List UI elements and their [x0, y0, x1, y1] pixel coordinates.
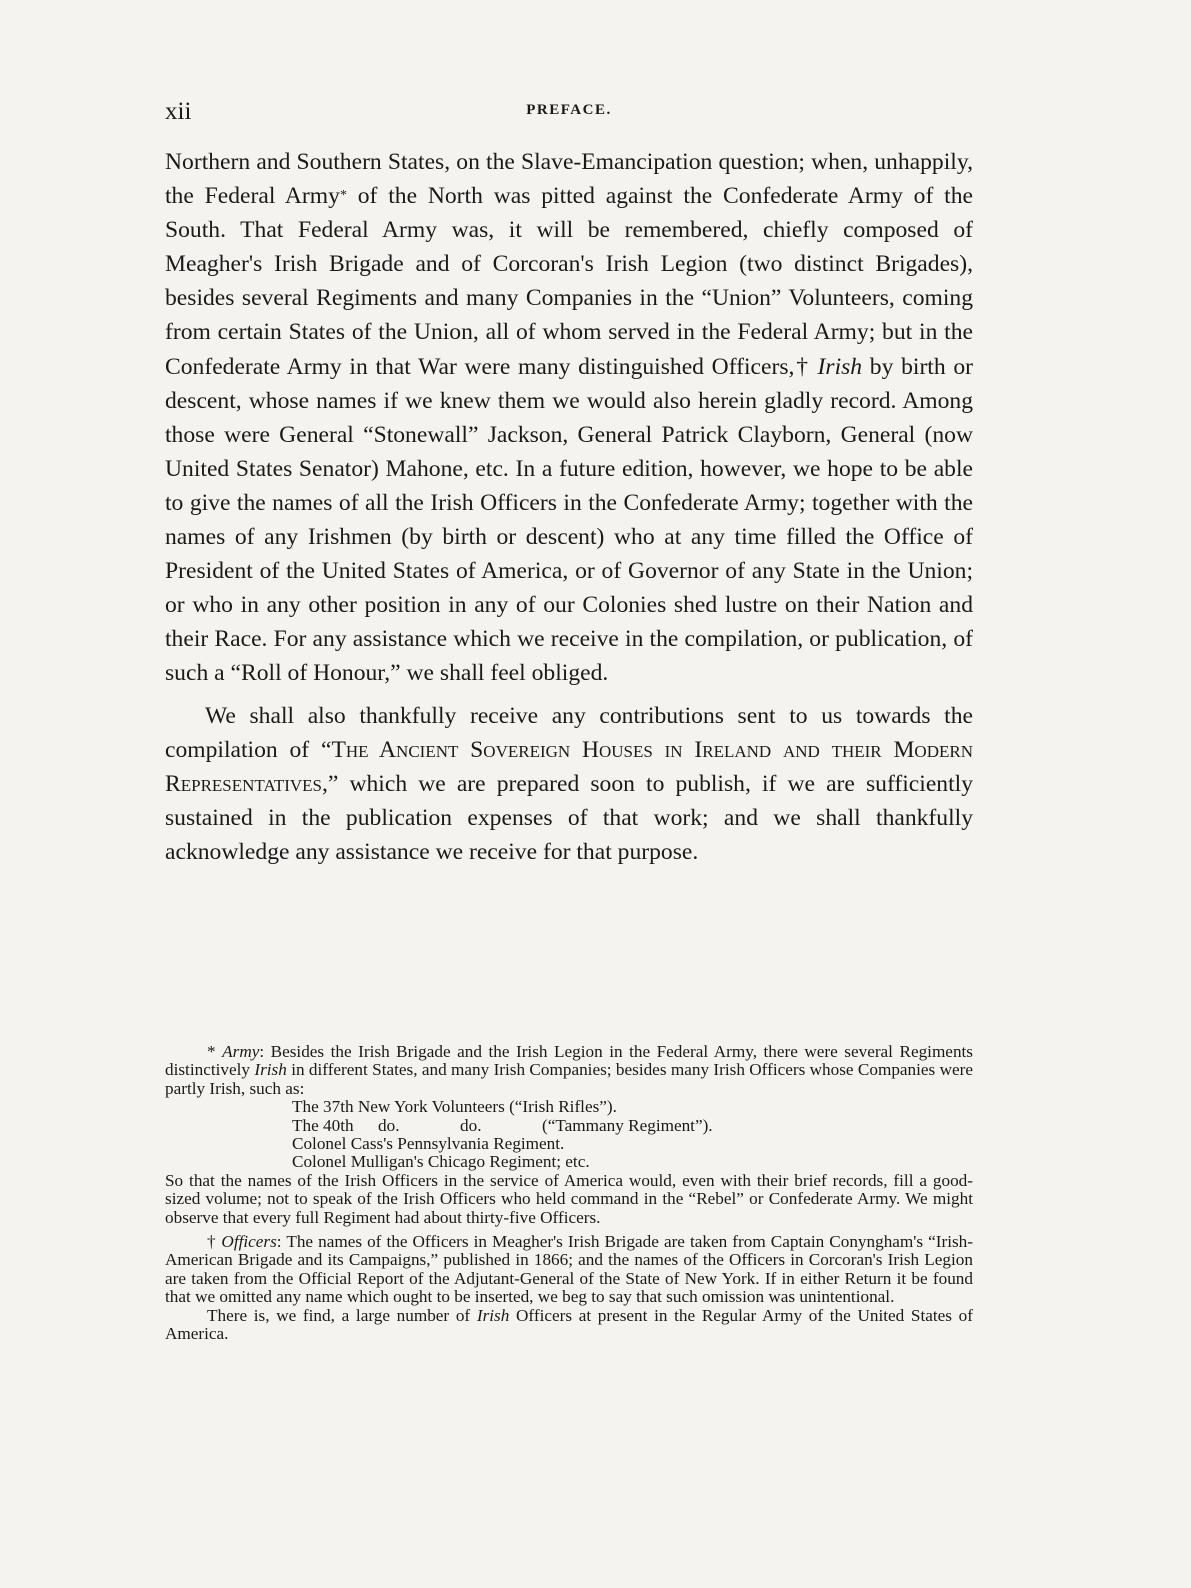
footnote-regular-army: There is, we find, a large number of Irish Officers at present in the Regular Army of the United States of America.: [165, 1305, 973, 1344]
body-paragraph: We shall also thankfully receive any contributions sent to us towards the compilation of “The Ancient Sovereign Houses in Ireland and their Modern Representatives,” which we are prepared soon to publish, if we are sufficiently sustained in the publication expenses of that work; and we shall thankfully acknowledge any assistance we receive for that purpose.: [165, 702, 973, 865]
body-paragraph: Northern and Southern States, on the Slave-Emancipation question; when, unhappily, the Federal Army* of the North was pitted against the Confederate Army of the South. That Federal Army was, it will be remembered, chiefly composed of Meagher's Irish Brigade and of Corcoran's Irish Legion (two distinct Brigades), besides several Regiments and many Companies in the “Union” Volunteers, coming from certain States of the Union, all of whom served in the Federal Army; but in the Confederate Army in that War were many distinguished Officers,† Irish by birth or descent, whose names if we knew them we would also herein gladly record. Among those were General “Stonewall” Jackson, General Patrick Clayborn, General (now United States Senator) Mahone, etc. In a future edition, however, we hope to be able to give the names of all the Irish Officers in the Confederate Army; together with the names of any Irishmen (by birth or descent) who at any time filled the Office of President of the United States of America, or of Governor of any State in the Union; or who in any other position in any of our Colonies shed lustre on their Nation and their Race. For any assistance which we receive in the compilation, or publication, of such a “Roll of Honour,” we shall feel obliged.: [165, 149, 973, 687]
page-header: [165, 98, 973, 130]
list-item: The 37th New York Volunteers (“Irish Rifles”).: [292, 1097, 617, 1117]
footnote-officers: † Officers: The names of the Officers in Meagher's Irish Brigade are taken from Captain Conyngham's “Irish-American Brigade and its Campaigns,” published in 1866; and the names of the Officers in Corcoran's Irish Legion are taken from the Official Report of the Adjutant-General of the State of New York. If in either Return it be found that we omitted any name which ought to be inserted, we beg to say that such omission was unintentional.: [165, 1232, 973, 1307]
footnote-army: * Army: Besides the Irish Brigade and the Irish Legion in the Federal Army, there were several Regiments distinctively Irish in different States, and many Irish Companies; besides many Irish Officers whose Companies were partly Irish, such as:: [165, 1042, 973, 1098]
page-number: xii: [165, 98, 192, 125]
body-text: [165, 145, 973, 869]
running-head: PREFACE.: [526, 102, 612, 118]
footnote-mark-army: *: [339, 188, 347, 204]
footnote-mark-officers: †: [794, 353, 810, 380]
footnotes: [165, 1043, 973, 1344]
regiment-list: [165, 1098, 973, 1172]
book-title: The Ancient Sovereign Houses in Ireland and their Modern Representatives: [165, 736, 973, 797]
list-item: Colonel Cass's Pennsylvania Regiment.: [292, 1134, 565, 1154]
list-item: The 40th do. do. (“Tammany Regiment”).: [292, 1115, 713, 1135]
list-item: Colonel Mulligan's Chicago Regiment; etc.: [292, 1152, 590, 1172]
footnote-army-conclusion: So that the names of the Irish Officers in the service of America would, even with their brief records, fill a good-sized volume; not to speak of the Irish Officers who held command in the “Rebel” or Confederate Army. We might observe that every full Regiment had about thirty-five Officers.: [165, 1170, 973, 1227]
